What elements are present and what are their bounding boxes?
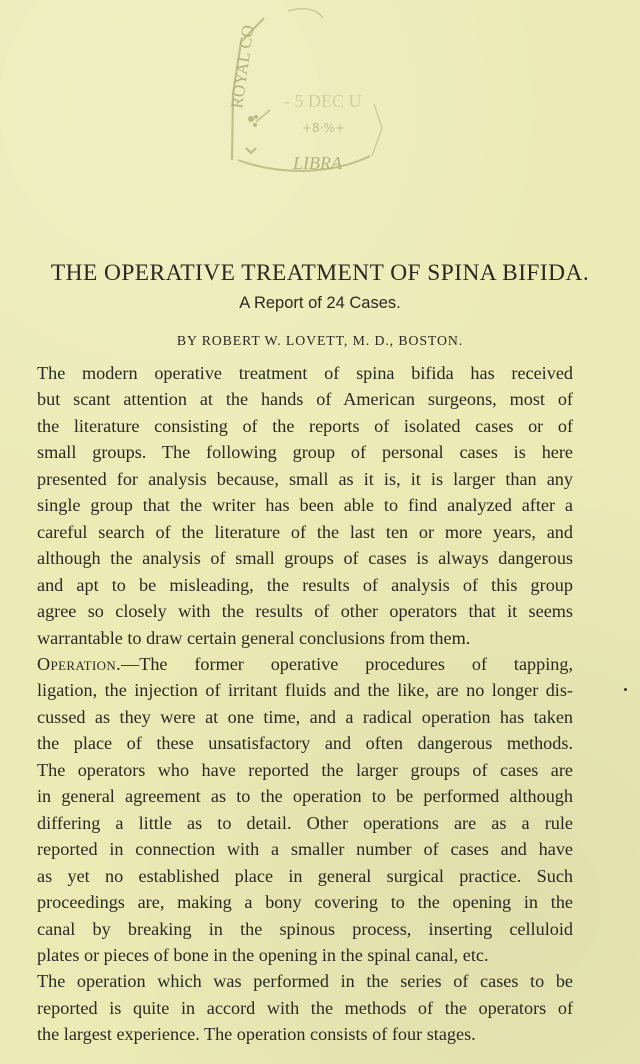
body-line: the literature consisting of the reports of isolated cases or of	[37, 415, 573, 436]
body-line: the largest experience. The operation consists of four stages.	[37, 1024, 476, 1045]
operation-heading-continuation: —The former operative procedures of tapping,	[121, 653, 573, 674]
author-byline: BY ROBERT W. LOVETT, M. D., BOSTON.	[176, 333, 464, 348]
article-body	[37, 360, 573, 1048]
body-line: presented for analysis because, small as it is, it is larger than any	[37, 468, 573, 489]
body-line: The operation which was performed in the series of cases to be	[37, 971, 573, 992]
article-title: THE OPERATIVE TREATMENT OF SPINA BIFIDA.	[50, 260, 590, 286]
library-stamp-icon	[198, 6, 428, 194]
body-line: although the analysis of small groups of cases is always dangerous	[37, 548, 573, 569]
body-line: agree so closely with the results of other operators that it seems	[37, 601, 573, 622]
operation-heading: Operation.	[37, 653, 122, 674]
body-line: plates or pieces of bone in the opening in the spinal canal, etc.	[37, 944, 489, 965]
article-subtitle: A Report of 24 Cases.	[239, 294, 401, 312]
body-line: canal by breaking in the spinous process, inserting celluloid	[37, 918, 573, 939]
operation-heading-line	[37, 651, 573, 677]
body-line: and apt to be misleading, the results of analysis of this group	[37, 574, 573, 595]
stamp-lower-text: LIBRA	[293, 153, 342, 173]
body-line: The operators who have reported the larger groups of cases are	[37, 759, 573, 780]
body-line: careful search of the literature of the last ten or more years, and	[37, 521, 573, 542]
body-line: reported is quite in accord with the methods of the operators of	[37, 997, 573, 1018]
scan-speck	[624, 688, 627, 691]
body-line: ligation, the injection of irritant fluids and the like, are no longer dis-	[37, 680, 573, 701]
body-line: cussed as they were at one time, and a radical operation has taken	[37, 706, 573, 727]
stamp-middle-text: - 5 DEC U	[284, 91, 362, 111]
body-line: small groups. The following group of personal cases is here	[37, 442, 573, 463]
body-line: but scant attention at the hands of American surgeons, most of	[37, 389, 573, 410]
body-line: single group that the writer has been able to find analyzed after a	[37, 495, 573, 516]
body-line: warrantable to draw certain general conclusions from them.	[37, 627, 471, 648]
body-line: the place of these unsatisfactory and often dangerous methods.	[37, 733, 573, 754]
body-line: The modern operative treatment of spina bifida has received	[37, 363, 573, 383]
body-line: reported in connection with a smaller number of cases and have	[37, 839, 573, 860]
stamp-left-text: ROYAL CO	[227, 23, 258, 110]
svg-text:+8·%+: +8·%+	[302, 121, 345, 135]
body-line: in general agreement as to the operation to be performed although	[37, 786, 573, 807]
body-line: proceedings are, making a bony covering to the opening in the	[37, 892, 573, 913]
body-line: as yet no established place in general surgical practice. Such	[37, 865, 573, 886]
body-line: differing a little as to detail. Other operations are as a rule	[37, 812, 573, 833]
